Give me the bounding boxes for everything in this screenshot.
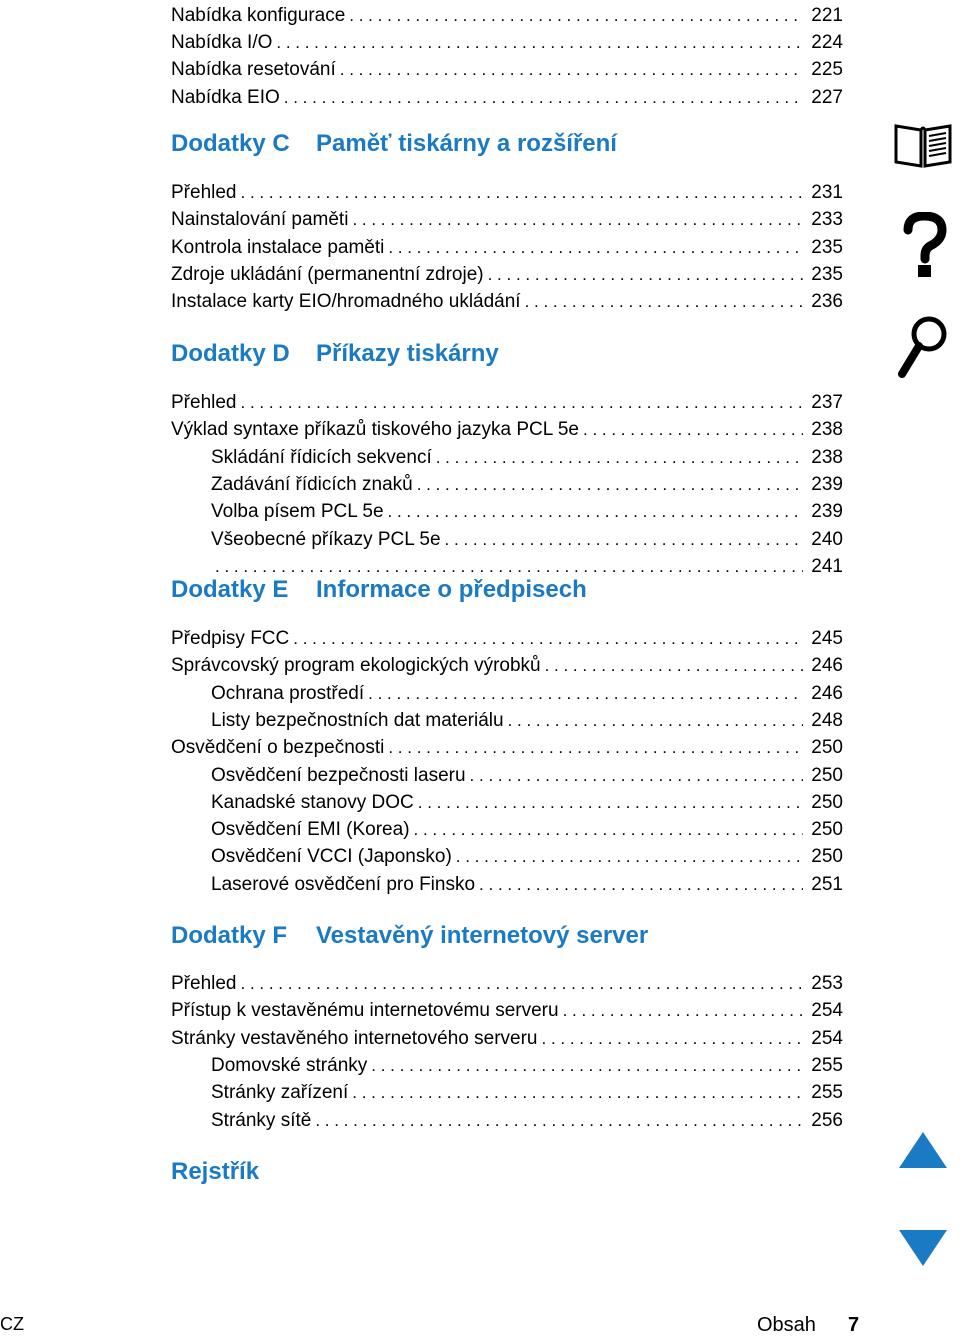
footer-section: Obsah — [757, 1314, 816, 1336]
toc-entry[interactable] — [211, 1105, 843, 1132]
appendix-title: Vestavěný internetový server — [316, 922, 649, 949]
dot-leader — [525, 291, 803, 313]
toc-entry-page: 255 — [811, 1082, 843, 1104]
toc-entry-title: Domovské stránky — [211, 1054, 368, 1076]
toc-entry[interactable] — [171, 27, 843, 54]
toc-entry-title: Nabídka resetování — [171, 59, 336, 81]
toc-entry-title: Přehled — [171, 392, 237, 413]
toc-entry-page: 238 — [811, 419, 843, 441]
dot-leader — [563, 1000, 803, 1022]
toc-entry[interactable] — [211, 787, 843, 814]
footer-lang: CZ — [0, 1314, 24, 1334]
toc-entry-page: 255 — [811, 1054, 843, 1076]
toc-entry-title: Všeobecné příkazy PCL 5e — [211, 528, 441, 550]
toc-entry-title: Instalace karty EIO/hromadného ukládání — [171, 291, 521, 313]
question-mark-icon[interactable] — [900, 212, 948, 278]
dot-leader — [241, 392, 804, 414]
toc-entry-page: 225 — [811, 59, 843, 81]
toc-entry[interactable] — [171, 177, 843, 204]
toc-entry-page: 245 — [811, 628, 843, 649]
toc-entry[interactable] — [171, 286, 843, 313]
toc-entry-title: Osvědčení bezpečnosti laseru — [211, 764, 466, 786]
toc-entry-title: Zdroje ukládání (permanentní zdroje) — [171, 263, 484, 285]
dot-leader — [388, 737, 803, 759]
toc-entry-page: 233 — [811, 209, 843, 231]
appendix-label: Dodatky F — [171, 922, 288, 949]
toc-entry[interactable] — [211, 841, 843, 868]
dot-leader — [215, 556, 803, 578]
toc-entry-title: Přehled — [171, 973, 237, 994]
toc-entry[interactable] — [171, 995, 843, 1022]
toc-entry-title: Přístup k vestavěnému internetovému serveru — [171, 1000, 559, 1022]
toc-entry[interactable] — [171, 650, 843, 677]
appendix-label: Dodatky D — [171, 340, 290, 367]
toc-entry-title: Zadávání řídicích znaků — [211, 473, 413, 495]
dot-leader — [340, 59, 803, 81]
toc-entry[interactable] — [171, 232, 843, 259]
toc-entry[interactable] — [171, 259, 843, 286]
toc-entry[interactable] — [171, 732, 843, 759]
toc-entry-title: Volba písem PCL 5e — [211, 501, 384, 523]
dot-leader — [241, 182, 804, 204]
toc-entry-title: Skládání řídicích sekvencí — [211, 446, 432, 468]
toc-entry-title: Stránky vestavěného internetového serveru — [171, 1027, 538, 1049]
toc-entry-page: 227 — [811, 86, 843, 108]
appendix-label: Dodatky E — [171, 576, 289, 603]
dot-leader — [388, 501, 803, 523]
toc-entry-page: 254 — [811, 1000, 843, 1022]
dot-leader — [368, 683, 803, 705]
toc-entry[interactable] — [211, 1077, 843, 1104]
dot-leader — [470, 765, 803, 787]
toc-entry[interactable] — [211, 1050, 843, 1077]
toc-entry-page: 248 — [811, 709, 843, 731]
toc-entry[interactable] — [171, 0, 843, 27]
toc-entry-page: 246 — [811, 655, 843, 677]
toc-entry-title: Předpisy FCC — [171, 628, 290, 649]
toc-entry-page: 240 — [811, 528, 843, 550]
appendix-heading[interactable] — [171, 340, 499, 368]
toc-entry-page: 224 — [811, 32, 843, 54]
toc-entry[interactable] — [211, 551, 843, 578]
toc-entry-page: 246 — [811, 682, 843, 704]
toc-entry-page: 250 — [811, 791, 843, 813]
toc-entry[interactable] — [211, 705, 843, 732]
toc-entry-page: 254 — [811, 1027, 843, 1049]
dot-leader — [542, 1028, 804, 1050]
toc-entry-title: Ochrana prostředí — [211, 682, 365, 704]
dot-leader — [352, 1082, 803, 1104]
toc-entry-title: Stránky sítě — [211, 1109, 312, 1131]
appendix-label: Dodatky C — [171, 130, 290, 157]
toc-entry-page: 253 — [811, 973, 843, 994]
toc-entry-page: 256 — [811, 1109, 843, 1131]
dot-leader — [349, 5, 803, 27]
toc-entry[interactable] — [171, 82, 843, 109]
toc-entry-title: Správcovský program ekologických výrobků — [171, 655, 541, 677]
dot-leader — [418, 792, 803, 814]
toc-entry-title: Přehled — [171, 182, 237, 203]
dot-leader — [445, 529, 803, 551]
toc-entry-title: Nabídka EIO — [171, 86, 280, 108]
toc-entry-page: 239 — [811, 501, 843, 523]
dot-leader — [583, 419, 803, 441]
toc-entry-page: 239 — [811, 473, 843, 495]
toc-entry[interactable] — [211, 678, 843, 705]
toc-entry-title: Laserové osvědčení pro Finsko — [211, 873, 476, 895]
toc-entry-title: Nabídka I/O — [171, 32, 273, 54]
toc-entry-page: 251 — [811, 873, 843, 895]
toc-entry[interactable] — [211, 442, 843, 469]
toc-entry-title: Nabídka konfigurace — [171, 5, 346, 26]
toc-entry-title: Kontrola instalace paměti — [171, 236, 385, 258]
appendix-title: Paměť tiskárny a rozšíření — [316, 130, 617, 157]
magnifier-icon[interactable] — [897, 314, 949, 380]
toc-entry[interactable] — [211, 869, 843, 896]
appendix-title: Příkazy tiskárny — [316, 340, 499, 367]
toc-entry[interactable] — [171, 54, 843, 81]
toc-entry[interactable] — [171, 204, 843, 231]
dot-leader — [417, 474, 803, 496]
toc-entry-title: Osvědčení VCCI (Japonsko) — [211, 846, 452, 868]
toc-entry[interactable] — [171, 968, 843, 995]
toc-entry-title: Kanadské stanovy DOC — [211, 791, 414, 813]
appendix-heading[interactable] — [171, 130, 617, 158]
toc-entry-page: 236 — [811, 291, 843, 313]
toc-entry[interactable] — [171, 387, 843, 414]
toc-entry-title: Stránky zařízení — [211, 1082, 349, 1104]
toc-entry[interactable] — [211, 524, 843, 551]
toc-entry-page: 250 — [811, 737, 843, 759]
toc-entry[interactable] — [171, 1023, 843, 1050]
dot-leader — [414, 819, 803, 841]
appendix-heading[interactable] — [171, 922, 648, 950]
toc-entry[interactable] — [171, 623, 843, 650]
toc-entry-page: 250 — [811, 764, 843, 786]
dot-leader — [456, 846, 803, 868]
dot-leader — [293, 628, 803, 650]
toc-entry-page: 250 — [811, 846, 843, 868]
dot-leader — [545, 655, 803, 677]
dot-leader — [315, 1110, 803, 1132]
dot-leader — [241, 973, 804, 995]
footer-page-number: 7 — [848, 1314, 860, 1336]
toc-entry-title: Listy bezpečnostních dat materiálu — [211, 709, 504, 731]
toc-entry-page: 241 — [811, 555, 843, 577]
dot-leader — [371, 1055, 803, 1077]
toc-entry[interactable] — [211, 496, 843, 523]
book-icon[interactable] — [893, 120, 953, 170]
toc-entry-title: Osvědčení EMI (Korea) — [211, 819, 410, 841]
toc-entry-page: 237 — [811, 392, 843, 413]
dot-leader — [284, 87, 803, 109]
toc-entry[interactable] — [211, 760, 843, 787]
toc-entry-page: 238 — [811, 446, 843, 468]
index-heading[interactable]: Rejstřík — [171, 1158, 260, 1185]
dot-leader — [276, 32, 803, 54]
toc-entry[interactable] — [211, 469, 843, 496]
toc-entry-title: Výklad syntaxe příkazů tiskového jazyka PCL 5e — [171, 419, 579, 441]
page-up-arrow-icon[interactable] — [897, 1130, 949, 1170]
dot-leader — [508, 710, 803, 732]
dot-leader — [388, 237, 803, 259]
dot-leader — [352, 209, 803, 231]
dot-leader — [479, 874, 803, 896]
toc-entry-page: 235 — [811, 236, 843, 258]
toc-entry-title: Nainstalování paměti — [171, 209, 349, 231]
toc-entry-title: Osvědčení o bezpečnosti — [171, 737, 385, 759]
toc-entry[interactable] — [171, 414, 843, 441]
dot-leader — [488, 264, 803, 286]
toc-entry-page: 221 — [811, 5, 843, 26]
dot-leader — [436, 447, 803, 469]
toc-entry-page: 231 — [811, 182, 843, 203]
toc-entry-page: 250 — [811, 819, 843, 841]
toc-entry-page: 235 — [811, 263, 843, 285]
appendix-heading[interactable] — [171, 576, 587, 604]
toc-entry[interactable] — [211, 814, 843, 841]
appendix-title: Informace o předpisech — [316, 576, 587, 603]
page-down-arrow-icon[interactable] — [897, 1228, 949, 1268]
